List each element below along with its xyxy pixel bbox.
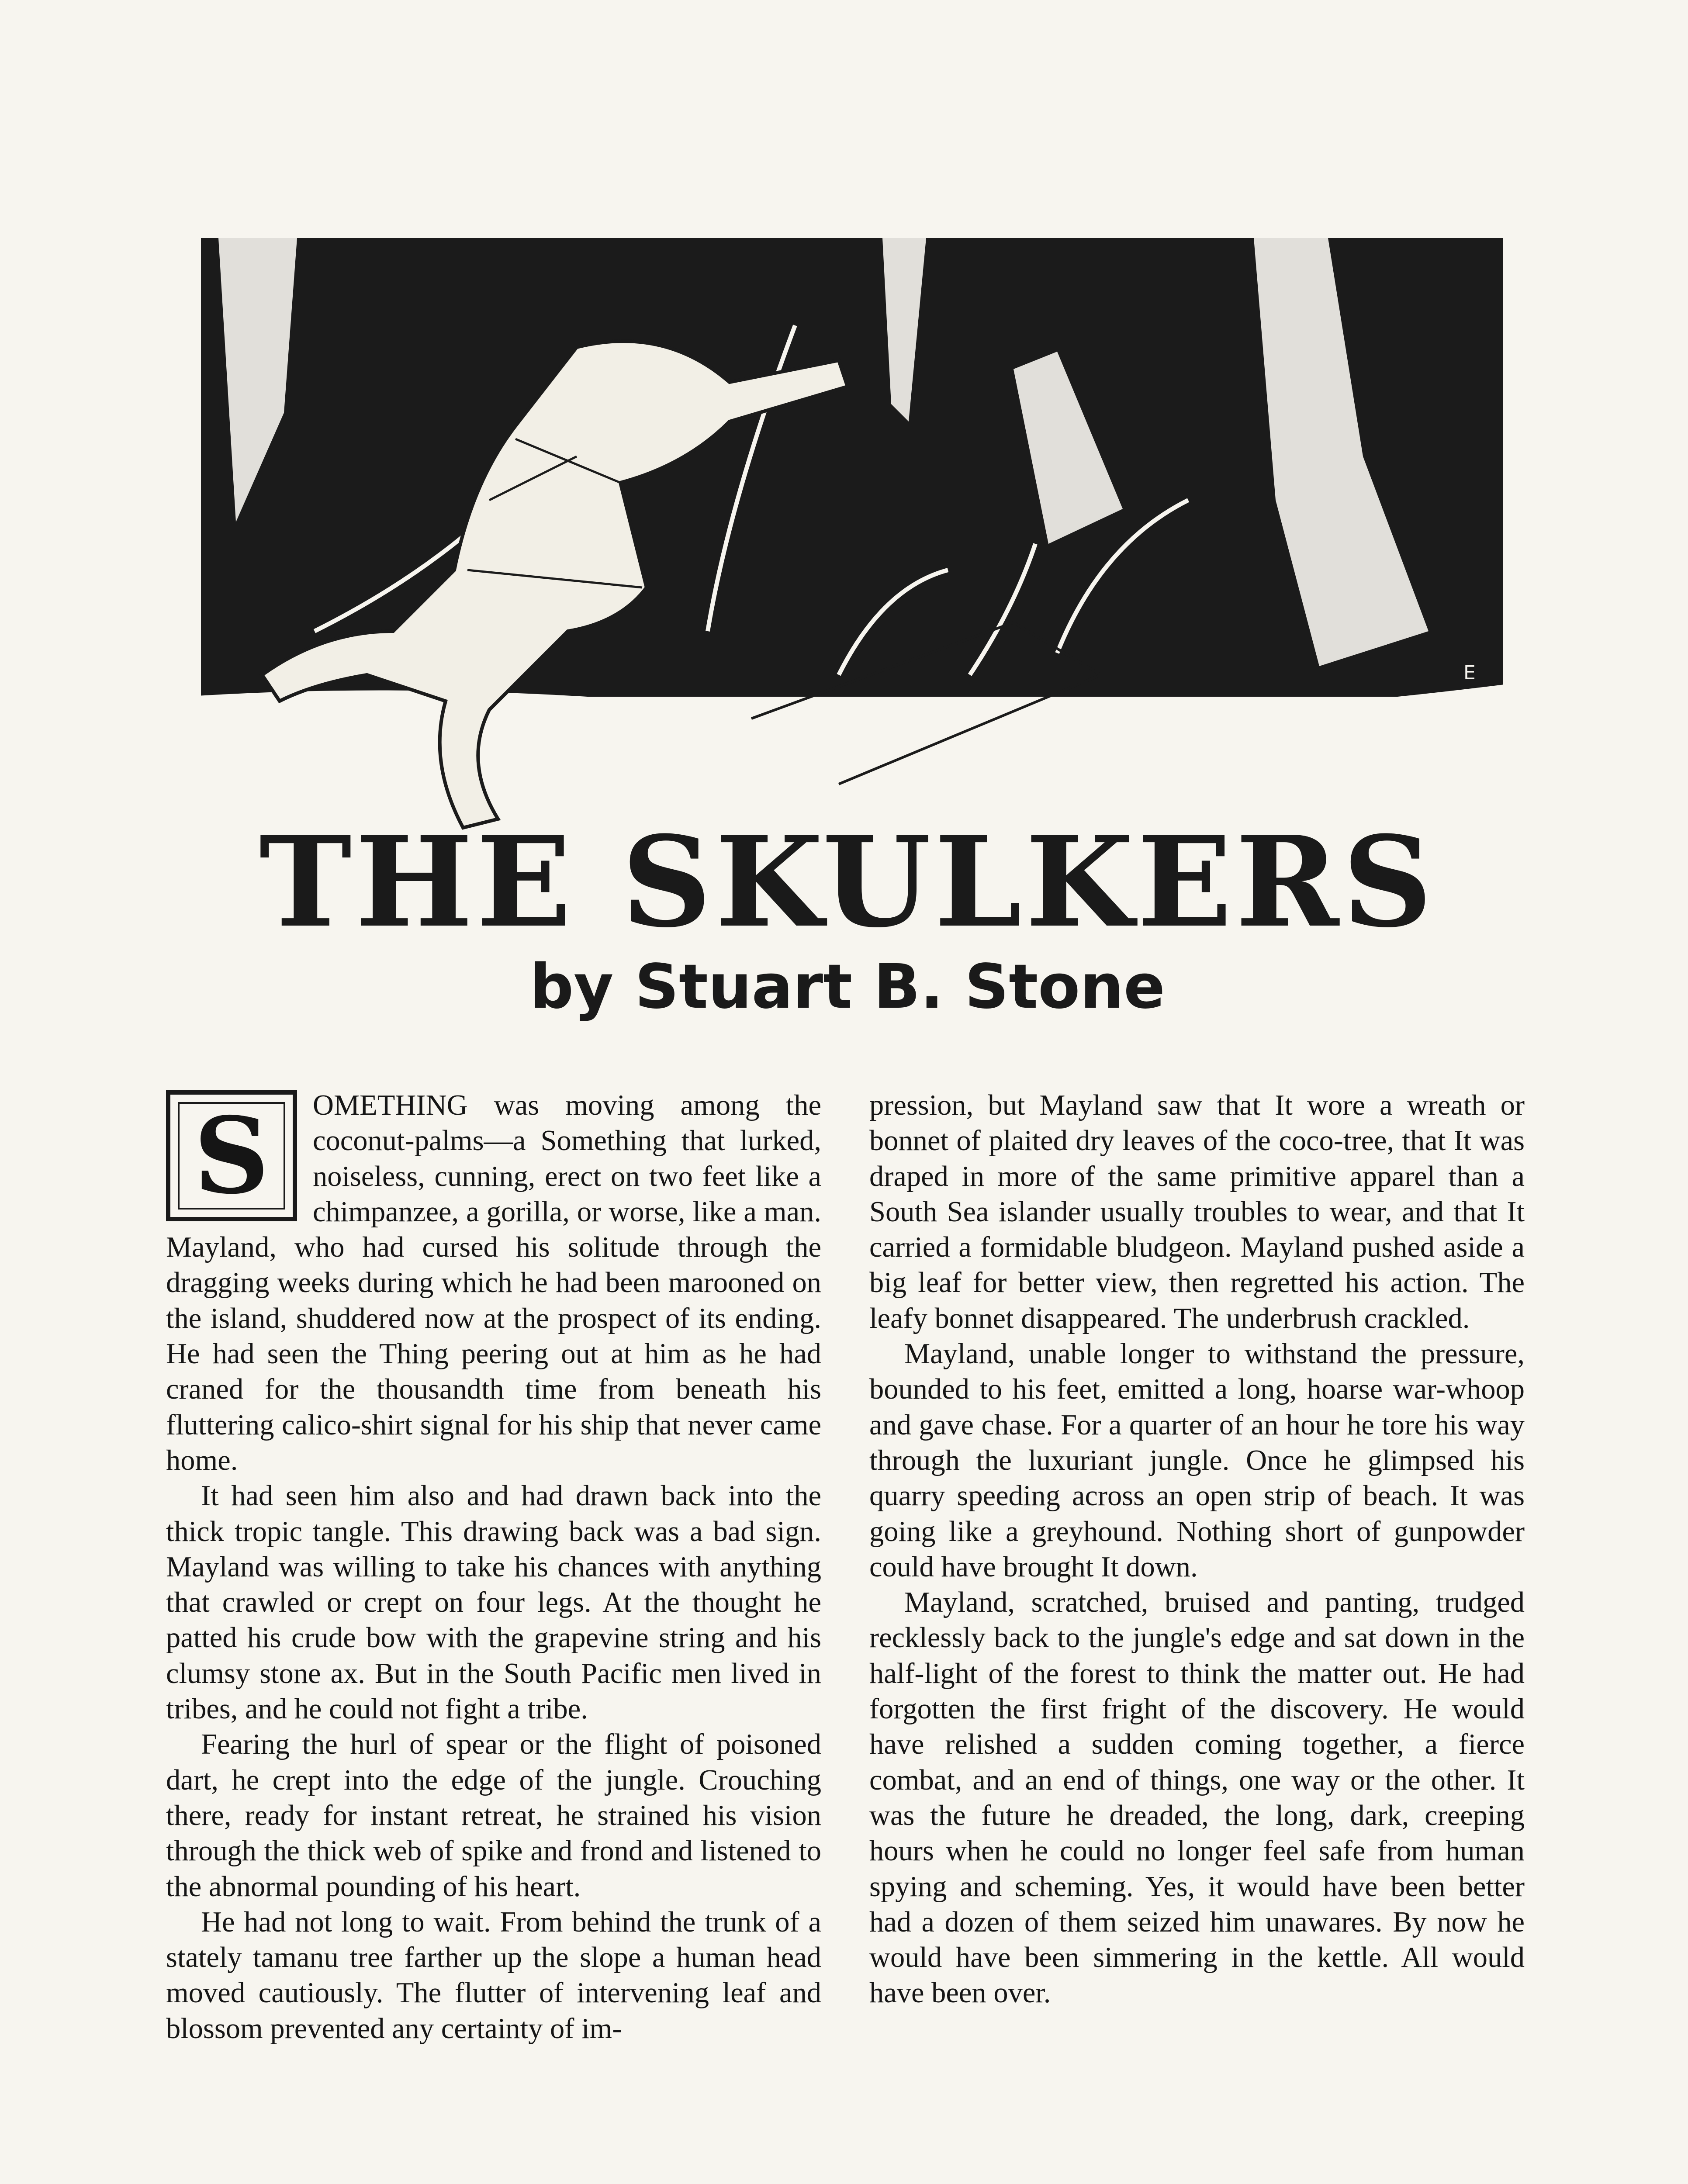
paragraph-5: pression, but Mayland saw that It wore a wreath or bonnet of plaited dry leaves of the coco-tree, that It was draped in more of the same primitive apparel than a South Sea islander usually troubles to wear, and that It carried a formidable bludgeon. Mayland pushed aside a big leaf for better view, then regretted his action. The leafy bonnet disappeared. The underbrush crackled. (869, 1089, 1525, 1334)
drop-cap (166, 1090, 297, 1221)
paragraph-1 (166, 1088, 821, 1478)
jungle-chase-illustration (183, 238, 1512, 850)
story-title: THE SKULKERS (259, 809, 1436, 955)
paragraph-4: He had not long to wait. From behind the trunk of a stately tamanu tree farther up the slope a human head moved cautiously. The flutter of intervening leaf and blossom prevented any certainty of im- (166, 1906, 821, 2045)
paragraph-1-text: OMETHING was moving among the coconut-palms—a Something that lurked, noiseless, cunning, erect on two feet like a chimpanzee, a gorilla, or worse, like a man. Mayland, who had cursed his solitude through the dragging weeks during which he had been marooned on the island, shuddered now at the prospect of its ending. He had seen the Thing peering out at him as he had craned for the thousandth time from beneath his fluttering calico-shirt signal for his ship that never came home. (166, 1089, 821, 1476)
drop-cap-letter: S (178, 1102, 285, 1209)
illustration-signature: E (1463, 662, 1476, 684)
paragraph-6: Mayland, unable longer to withstand the pressure, bounded to his feet, emitted a long, hoarse war-whoop and gave chase. For a quarter of an hour he tore his way through the luxuriant jungle. Once he glimpsed his quarry speeding across an open strip of beach. It was going like a greyhound. Nothing short of gunpowder could have brought It down. (869, 1338, 1525, 1583)
paragraph-3: Fearing the hurl of spear or the flight of poisoned dart, he crept into the edge of the jungle. Crouching there, ready for instant retreat, he strained his vision through the thick web of spike and frond and listened to the abnormal pounding of his heart. (166, 1728, 821, 1903)
left-column (166, 1088, 821, 2184)
right-column (869, 1088, 1525, 2184)
paragraph-2: It had seen him also and had drawn back into the thick tropic tangle. This drawing back was a bad sign. Mayland was willing to take his chances with anything that crawled or crept on four legs. At the thought he patted his crude bow with the grapevine string and his clumsy stone ax. But in the South Pacific men lived in tribes, and he could not fight a tribe. (166, 1480, 821, 1725)
byline: by Stuart B. Stone (529, 951, 1165, 1023)
paragraph-7: Mayland, scratched, bruised and panting, trudged recklessly back to the jungle's edge and sat down in the half-light of the forest to think the matter out. He had forgotten the first fright of the discovery. He would have relished a sudden coming together, a fierce combat, and an end of things, one way or the other. It was the future he dreaded, the long, dark, creeping hours when he could no longer feel safe from human spying and scheming. Yes, it would have been better had a dozen of them seized him unawares. By now he would have been simmering in the kettle. All would have been over. (869, 1586, 1525, 2009)
